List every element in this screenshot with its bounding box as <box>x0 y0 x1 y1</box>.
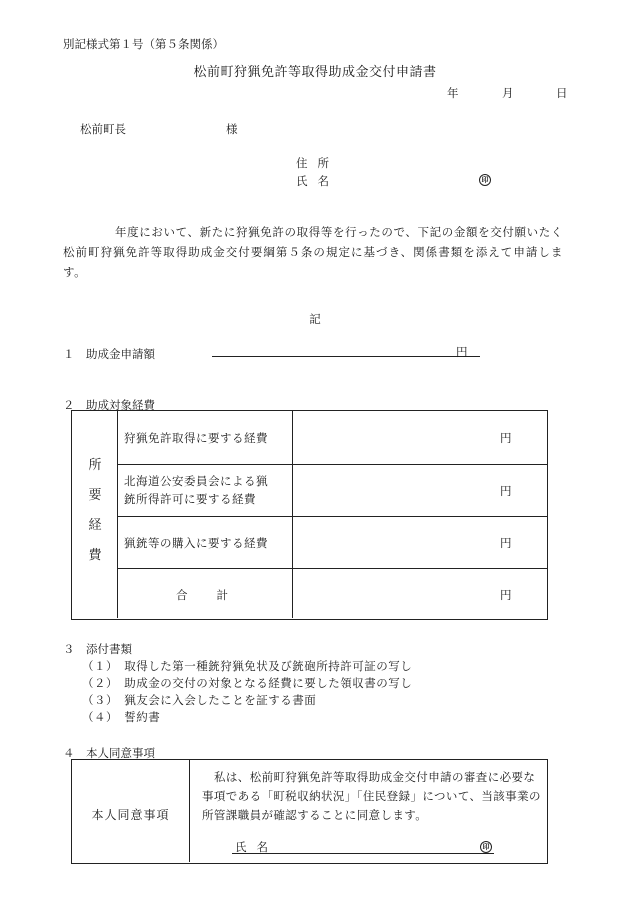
expense-row-yen: 円 <box>500 484 512 498</box>
date-month-label: 月 <box>502 86 514 100</box>
table-divider-amount <box>292 411 293 618</box>
expense-total-label: 合 計 <box>176 588 230 602</box>
attachment-item: （２） 助成金の交付の対象となる経費に要した領収書の写し <box>82 676 413 690</box>
consent-text: 私は、松前町狩猟免許等取得助成金交付申請の審査に必要な事項である「町税収納状況」「住民登録」について、当該事業の所管課職員が確認することに同意します。 <box>202 770 541 822</box>
category-char: 経 <box>88 518 102 533</box>
section1-heading: １ 助成金申請額 <box>63 347 155 361</box>
applicant-name-label: 氏名 <box>296 174 339 188</box>
date-day-label: 日 <box>556 86 568 100</box>
expense-total-yen: 円 <box>500 588 512 602</box>
attachment-item: （４） 誓約書 <box>82 710 161 724</box>
consent-table-label: 本人同意事項 <box>91 808 170 822</box>
applicant-address-label: 住所 <box>296 156 339 170</box>
form-number: 別記様式第１号（第５条関係） <box>63 37 224 51</box>
date-year-label: 年 <box>447 86 459 100</box>
expense-row-label: 猟銃等の購入に要する経費 <box>124 536 268 550</box>
document-title: 松前町狩猟免許等取得助成金交付申請書 <box>193 65 437 80</box>
consent-seal-mark: 印 <box>480 841 492 853</box>
category-char: 要 <box>88 488 102 503</box>
section1-yen-unit: 円 <box>456 345 468 359</box>
expense-row-label: 北海道公安委員会による猟 <box>124 474 268 488</box>
expense-row-yen: 円 <box>500 431 512 445</box>
section4-heading: ４ 本人同意事項 <box>63 746 155 760</box>
section3-heading: ３ 添付書類 <box>63 642 132 656</box>
section2-heading: ２ 助成対象経費 <box>63 398 155 412</box>
section1-amount-line <box>212 356 480 357</box>
attachment-item: （１） 取得した第一種銃狩猟免状及び銃砲所持許可証の写し <box>82 659 413 673</box>
consent-table <box>71 759 548 864</box>
addressee-name: 松前町長 <box>80 122 126 136</box>
table-row-divider <box>117 568 547 569</box>
expense-row-yen: 円 <box>500 536 512 550</box>
addressee-honorific: 様 <box>226 122 238 136</box>
expense-row-label: 銃所得許可に要する経費 <box>124 492 256 506</box>
consent-name-label: 氏名 <box>235 840 278 854</box>
attachment-item: （３） 猟友会に入会したことを証する書面 <box>82 693 317 707</box>
ki-heading: 記 <box>309 312 321 326</box>
category-char: 所 <box>88 458 102 473</box>
expense-table <box>71 410 548 620</box>
expense-row-label: 狩猟免許取得に要する経費 <box>124 431 268 445</box>
consent-table-divider <box>189 760 190 862</box>
category-char: 費 <box>88 548 102 563</box>
table-row-divider <box>117 464 547 465</box>
application-body-text: 年度において、新たに狩猟免許の取得等を行ったので、下記の金額を交付願いたく松前町狩猟免許等取得助成金交付要綱第５条の規定に基づき、関係書類を添えて申請します。 <box>63 225 563 279</box>
table-row-divider <box>117 516 547 517</box>
consent-signature-line <box>232 853 494 854</box>
applicant-seal-mark: 印 <box>479 174 491 186</box>
